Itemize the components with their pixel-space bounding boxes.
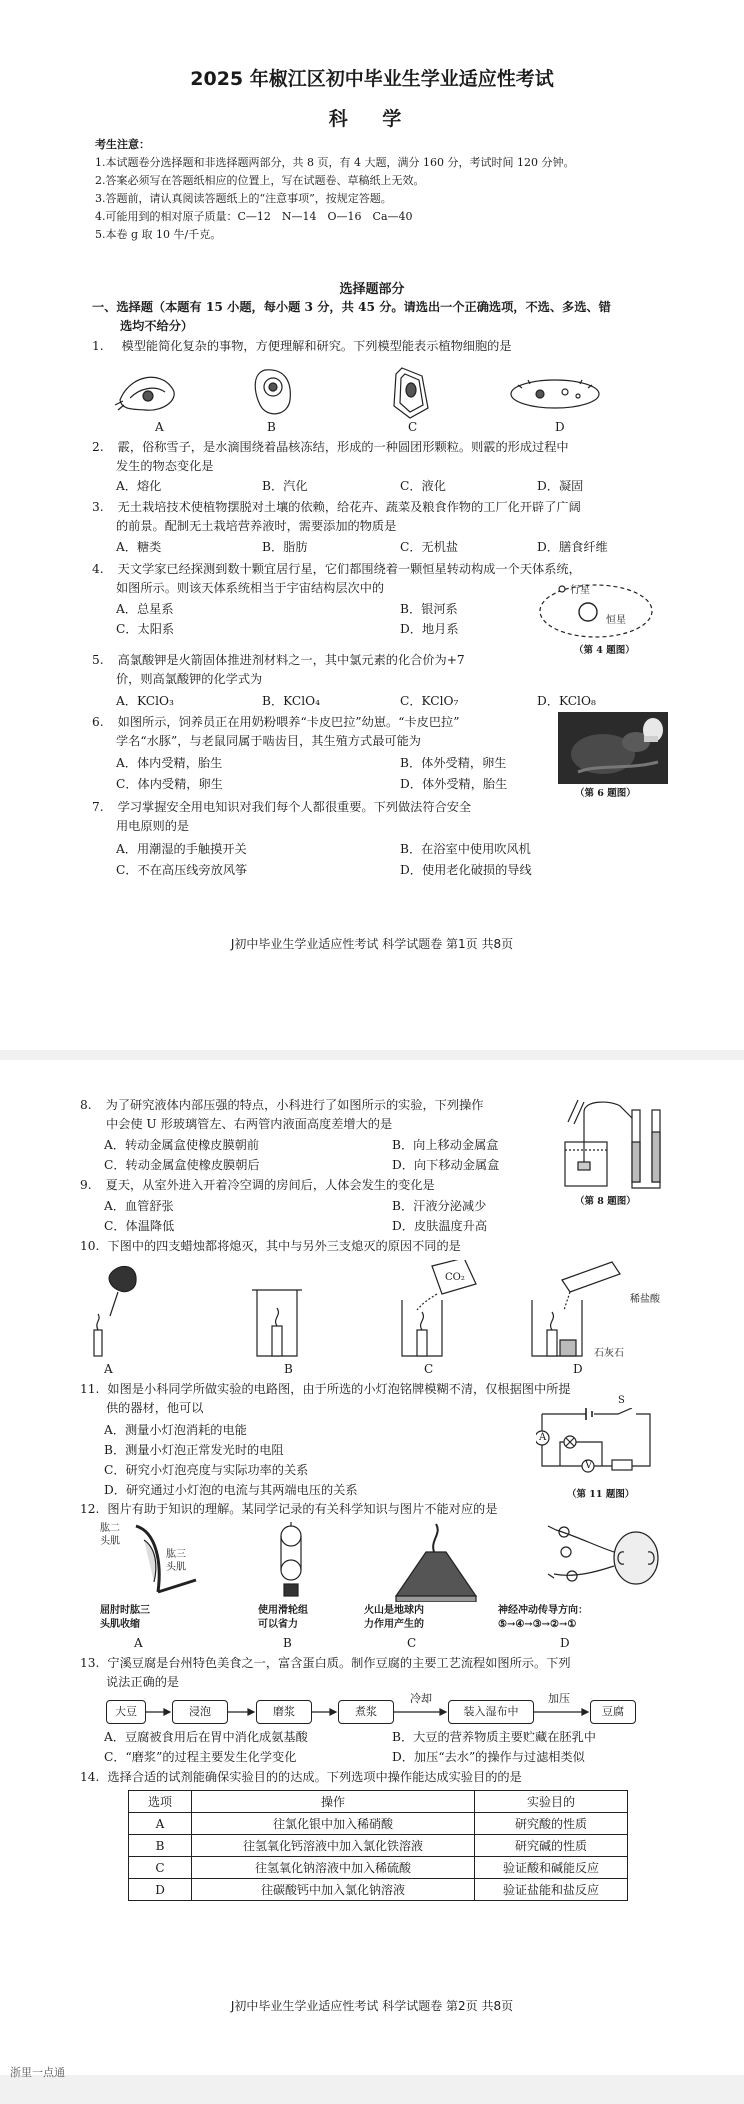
q2-option-c[interactable]: C．液化 xyxy=(400,479,446,493)
question-text: 为了研究液体内部压强的特点，小科进行了如图所示的实验，下列操作 xyxy=(105,1098,484,1112)
table-header: 操作 xyxy=(192,1791,475,1813)
table-header-row xyxy=(129,1791,628,1813)
q9-option-c[interactable]: C．体温降低 xyxy=(104,1219,175,1233)
table-cell: 研究酸的性质 xyxy=(475,1813,628,1835)
table-cell: 往碳酸钙中加入氯化钠溶液 xyxy=(192,1879,475,1901)
q7-option-c[interactable]: C．不在高压线旁放风筝 xyxy=(116,863,248,877)
question-number: 14. xyxy=(80,1770,100,1784)
notice-item: 5.本卷 g 取 10 牛/千克。 xyxy=(95,228,222,241)
q5-option-b[interactable]: B．KClO₄ xyxy=(262,694,321,708)
q1-label-b: B xyxy=(267,420,276,434)
q12-triceps-label: 肱三 头肌 xyxy=(166,1549,186,1573)
q13-flow-arrows xyxy=(100,1700,660,1724)
table-cell: D xyxy=(129,1879,192,1901)
q6-capybara-photo xyxy=(558,712,668,784)
section-heading-line: 一、选择题（本题有 15 小题，每小题 3 分，共 45 分。请选出一个正确选项，不选、多选、错 xyxy=(92,300,611,314)
question-1 xyxy=(92,337,512,356)
q10-acid-label: 稀盐酸 xyxy=(630,1294,660,1305)
flow-step-grind: 磨浆 xyxy=(256,1700,312,1724)
question-text: 发生的物态变化是 xyxy=(116,459,214,473)
q12-a-caption: 屈肘时肱三 头肌收缩 xyxy=(100,1605,150,1630)
exam-page-2 xyxy=(0,1060,744,2075)
q1-cell-models xyxy=(110,360,670,420)
figure-c-volcano xyxy=(396,1524,476,1602)
flow-step-tofu: 豆腐 xyxy=(590,1700,636,1724)
q8-u-tube-figure xyxy=(560,1092,670,1190)
q9-option-b[interactable]: B．汗液分泌减少 xyxy=(392,1199,487,1213)
question-text: 供的器材，他可以 xyxy=(106,1401,204,1415)
flow-arrow-cool: 冷却 xyxy=(410,1692,432,1705)
q3-option-b[interactable]: B．脂肪 xyxy=(262,540,308,554)
question-number: 11. xyxy=(80,1382,100,1396)
question-number: 6. xyxy=(92,715,104,729)
question-14 xyxy=(80,1768,522,1787)
model-b-cell xyxy=(255,370,290,414)
q4-option-a[interactable]: A．总星系 xyxy=(116,602,174,616)
exam-page-1 xyxy=(0,0,744,1050)
q5-option-a[interactable]: A．KClO₃ xyxy=(116,694,174,708)
q10-label-b: B xyxy=(284,1362,293,1376)
question-text: 无土栽培技术使植物摆脱对土壤的依赖，给花卉、蔬菜及粮食作物的工厂化开辟了广阔 xyxy=(117,500,581,514)
q11-voltmeter-label: V xyxy=(585,1460,593,1471)
q8-option-c[interactable]: C．转动金属盒使橡皮膜朝后 xyxy=(104,1158,260,1172)
q7-option-b[interactable]: B．在浴室中使用吹风机 xyxy=(400,842,531,856)
q1-label-d: D xyxy=(555,420,565,434)
subject-title: 科 学 xyxy=(328,108,416,130)
question-text: 高氯酸钾是火箭固体推进剂材料之一，其中氯元素的化合价为+7 xyxy=(117,653,465,667)
q4-option-b[interactable]: B．银河系 xyxy=(400,602,458,616)
notice-item: 3.答题前，请认真阅读答题纸上的“注意事项”，按规定答题。 xyxy=(95,192,392,205)
q12-b-caption: 使用滑轮组 可以省力 xyxy=(258,1605,308,1630)
table-cell: 研究碱的性质 xyxy=(475,1835,628,1857)
question-text: 宁溪豆腐是台州特色美食之一，富含蛋白质。制作豆腐的主要工艺流程如图所示。下列 xyxy=(107,1656,571,1670)
question-7 xyxy=(92,798,471,836)
page-footer: J初中毕业生学业适应性考试 科学试题卷 第2页 共8页 xyxy=(230,1999,514,2013)
q7-option-a[interactable]: A．用潮湿的手触摸开关 xyxy=(116,842,247,856)
q5-option-d[interactable]: D．KClO₈ xyxy=(537,694,596,708)
flow-step-boil: 煮浆 xyxy=(338,1700,394,1724)
question-text: 价，则高氯酸钾的化学式为 xyxy=(116,672,263,686)
question-number: 8. xyxy=(80,1098,92,1112)
q10-label-a: A xyxy=(104,1362,113,1376)
q13-option-a[interactable]: A．豆腐被食用后在胃中消化成氨基酸 xyxy=(104,1730,308,1744)
question-8 xyxy=(80,1096,483,1134)
question-text: 说法正确的是 xyxy=(106,1675,180,1689)
candle-c xyxy=(402,1260,476,1356)
notice-item: 1.本试题卷分选择题和非选择题两部分，共 8 页，有 4 大题，满分 160 分，考试时间 120 分钟。 xyxy=(95,156,575,169)
q11-ammeter-label: A xyxy=(539,1432,547,1443)
table-row[interactable] xyxy=(129,1879,628,1901)
question-11 xyxy=(80,1380,571,1418)
table-cell: 往氯化银中加入稀硝酸 xyxy=(192,1813,475,1835)
table-cell: 验证酸和碱能反应 xyxy=(475,1857,628,1879)
candle-d xyxy=(532,1262,620,1356)
question-number: 2. xyxy=(92,440,104,454)
question-5 xyxy=(92,651,465,689)
table-header: 实验目的 xyxy=(475,1791,628,1813)
question-text: 学名“水豚”，与老鼠同属于啮齿目，其生殖方式最可能为 xyxy=(116,734,421,748)
flow-step-soybean: 大豆 xyxy=(106,1700,146,1724)
q12-label-d: D xyxy=(560,1636,570,1650)
table-cell: C xyxy=(129,1857,192,1879)
question-number: 10. xyxy=(80,1239,100,1253)
table-cell: 往氢氧化钙溶液中加入氯化铁溶液 xyxy=(192,1835,475,1857)
question-text: 如图是小科同学所做实验的电路图，由于所选的小灯泡铭牌模糊不清，仅根据图中所提 xyxy=(107,1382,571,1396)
question-number: 1. xyxy=(92,339,104,353)
question-text: 图片有助于知识的理解。某同学记录的有关科学知识与图片不能对应的是 xyxy=(107,1502,498,1516)
q11-caption: （第 11 题图） xyxy=(567,1489,635,1500)
table-row[interactable] xyxy=(129,1857,628,1879)
model-a-animal-cell xyxy=(115,377,174,410)
q4-star-label: 恒星 xyxy=(606,615,626,626)
page-footer: J初中毕业生学业适应性考试 科学试题卷 第1页 共8页 xyxy=(230,937,514,951)
q4-caption: （第 4 题图） xyxy=(574,645,635,656)
q6-caption: （第 6 题图） xyxy=(575,788,636,799)
question-13 xyxy=(80,1654,571,1692)
q10-label-d: D xyxy=(573,1362,583,1376)
question-text: 用电原则的是 xyxy=(116,819,190,833)
question-text: 选择合适的试剂能确保实验目的的达成。下列选项中操作能达成实验目的的是 xyxy=(107,1770,522,1784)
candle-b xyxy=(252,1290,302,1356)
q3-option-c[interactable]: C．无机盐 xyxy=(400,540,459,554)
metal-box xyxy=(578,1162,590,1170)
section-heading-line: 选均不给分） xyxy=(120,319,194,333)
q10-label-c: C xyxy=(424,1362,434,1376)
q10-stone-label: 石灰石 xyxy=(594,1348,624,1359)
question-number: 3. xyxy=(92,500,104,514)
question-text: 如图所示，饲养员正在用奶粉喂养“卡皮巴拉”幼崽。“卡皮巴拉” xyxy=(117,715,460,729)
flow-arrow-press: 加压 xyxy=(548,1692,570,1705)
q11-switch-label: S xyxy=(618,1395,625,1406)
flow-step-soak: 浸泡 xyxy=(172,1700,228,1724)
rheostat-icon xyxy=(612,1460,632,1470)
question-text: 中会使 U 形玻璃管左、右两管内液面高度差增大的是 xyxy=(106,1117,393,1131)
question-3 xyxy=(92,498,581,536)
q3-option-d[interactable]: D．膳食纤维 xyxy=(537,540,608,554)
q11-circuit-figure xyxy=(536,1408,656,1478)
q2-option-b[interactable]: B．汽化 xyxy=(262,479,308,493)
figure-d-reflex-arc xyxy=(548,1526,658,1584)
q9-option-a[interactable]: A．血管舒张 xyxy=(104,1199,174,1213)
q13-option-d[interactable]: D．加压“去水”的操作与过滤相类似 xyxy=(392,1750,585,1764)
q9-option-d[interactable]: D．皮肤温度升高 xyxy=(392,1219,488,1233)
q2-option-d[interactable]: D．凝固 xyxy=(537,479,584,493)
question-10 xyxy=(80,1237,461,1256)
exam-title: 2025 年椒江区初中毕业生学业适应性考试 xyxy=(190,68,554,90)
model-c-plant-cell xyxy=(394,368,428,418)
q6-option-d[interactable]: D．体外受精，胎生 xyxy=(400,777,508,791)
notice-item: 4.可能用到的相对原子质量：C—12 N—14 O—16 Ca—40 xyxy=(95,210,413,223)
section-heading xyxy=(92,298,611,336)
candle-a xyxy=(94,1266,136,1356)
q4-planet-label: 行星 xyxy=(570,585,590,596)
q3-option-a[interactable]: A．糖类 xyxy=(116,540,162,554)
q11-option-c[interactable]: C．研究小灯泡亮度与实际功率的关系 xyxy=(104,1463,309,1477)
q12-c-caption: 火山是地球内 力作用产生的 xyxy=(364,1605,424,1630)
flow-step-wrap: 装入湿布中 xyxy=(448,1700,534,1724)
q13-option-c[interactable]: C．“磨浆”的过程主要发生化学变化 xyxy=(104,1750,297,1764)
question-4 xyxy=(92,560,581,598)
q11-option-d[interactable]: D．研究通过小灯泡的电流与其两端电压的关系 xyxy=(104,1483,358,1497)
q13-option-b[interactable]: B．大豆的营养物质主要贮藏在胚乳中 xyxy=(392,1730,596,1744)
question-text: 霰，俗称雪子，是水滴围绕着晶核冻结，形成的一种圆团形颗粒。则霰的形成过程中 xyxy=(117,440,569,454)
watermark-text: 浙里一点通 xyxy=(10,2066,65,2079)
question-number: 13. xyxy=(80,1656,100,1670)
q6-option-b[interactable]: B．体外受精，卵生 xyxy=(400,756,507,770)
question-text: 天文学家已经探测到数十颗宜居行星，它们都围绕着一颗恒星转动构成一个天体系统， xyxy=(117,562,581,576)
q12-biceps-label: 肱二 头肌 xyxy=(100,1523,120,1547)
table-cell: 往氢氧化钠溶液中加入稀硫酸 xyxy=(192,1857,475,1879)
q10-candles-figure xyxy=(92,1260,672,1360)
q8-option-a[interactable]: A．转动金属盒使橡皮膜朝前 xyxy=(104,1138,260,1152)
model-d-paramecium xyxy=(511,380,599,408)
table-cell: A xyxy=(129,1813,192,1835)
q12-label-a: A xyxy=(134,1636,143,1650)
question-text: 下图中的四支蜡烛都将熄灭，其中与另外三支熄灭的原因不同的是 xyxy=(107,1239,461,1253)
q4-option-d[interactable]: D．地月系 xyxy=(400,622,459,636)
question-6 xyxy=(92,713,459,751)
q8-caption: （第 8 题图） xyxy=(575,1196,636,1207)
question-text: 模型能简化复杂的事物，方便理解和研究。下列模型能表示植物细胞的是 xyxy=(121,339,512,353)
table-row[interactable] xyxy=(129,1835,628,1857)
question-number: 7. xyxy=(92,800,104,814)
question-text: 的前景。配制无土栽培营养液时，需要添加的物质是 xyxy=(116,519,397,533)
q8-option-d[interactable]: D．向下移动金属盒 xyxy=(392,1158,500,1172)
table-row[interactable] xyxy=(129,1813,628,1835)
question-2 xyxy=(92,438,569,476)
star-icon xyxy=(579,603,597,621)
question-text: 如图所示。则该天体系统相当于宇宙结构层次中的 xyxy=(116,581,385,595)
q6-option-a[interactable]: A．体内受精，胎生 xyxy=(116,756,223,770)
q10-co2-label: CO₂ xyxy=(445,1272,465,1283)
q5-option-c[interactable]: C．KClO₇ xyxy=(400,694,459,708)
question-number: 5. xyxy=(92,653,104,667)
q12-label-b: B xyxy=(283,1636,292,1650)
notice-block xyxy=(95,136,574,244)
planet-icon xyxy=(559,586,565,592)
q4-star-system-figure xyxy=(536,580,656,642)
q6-option-c[interactable]: C．体内受精，卵生 xyxy=(116,777,223,791)
table-cell: B xyxy=(129,1835,192,1857)
q11-option-a[interactable]: A．测量小灯泡消耗的电能 xyxy=(104,1423,247,1437)
notice-item: 2.答案必须写在答题纸相应的位置上，写在试题卷、草稿纸上无效。 xyxy=(95,174,425,187)
q7-option-d[interactable]: D．使用老化破损的导线 xyxy=(400,863,532,877)
q8-option-b[interactable]: B．向上移动金属盒 xyxy=(392,1138,499,1152)
q4-option-c[interactable]: C．太阳系 xyxy=(116,622,175,636)
question-number: 4. xyxy=(92,562,104,576)
question-number: 9. xyxy=(80,1178,92,1192)
section-title: 选择题部分 xyxy=(339,282,405,297)
notice-heading: 考生注意： xyxy=(95,138,150,151)
q12-d-caption: 神经冲动传导方向： ⑤→④→③→②→① xyxy=(498,1605,588,1630)
question-text: 夏天，从室外进入开着冷空调的房间后，人体会发生的变化是 xyxy=(105,1178,435,1192)
q14-table xyxy=(128,1790,628,1901)
q12-label-c: C xyxy=(407,1636,417,1650)
q1-label-a: A xyxy=(155,420,164,434)
table-header: 选项 xyxy=(129,1791,192,1813)
figure-b-pulley xyxy=(281,1522,301,1596)
q2-option-a[interactable]: A．熔化 xyxy=(116,479,162,493)
question-9 xyxy=(80,1176,435,1195)
question-number: 12. xyxy=(80,1502,100,1516)
question-12 xyxy=(80,1500,497,1519)
question-text: 学习掌握安全用电知识对我们每个人都很重要。下列做法符合安全 xyxy=(117,800,472,814)
q11-option-b[interactable]: B．测量小灯泡正常发光时的电阻 xyxy=(104,1443,284,1457)
table-cell: 验证盐能和盐反应 xyxy=(475,1879,628,1901)
q1-label-c: C xyxy=(408,420,418,434)
